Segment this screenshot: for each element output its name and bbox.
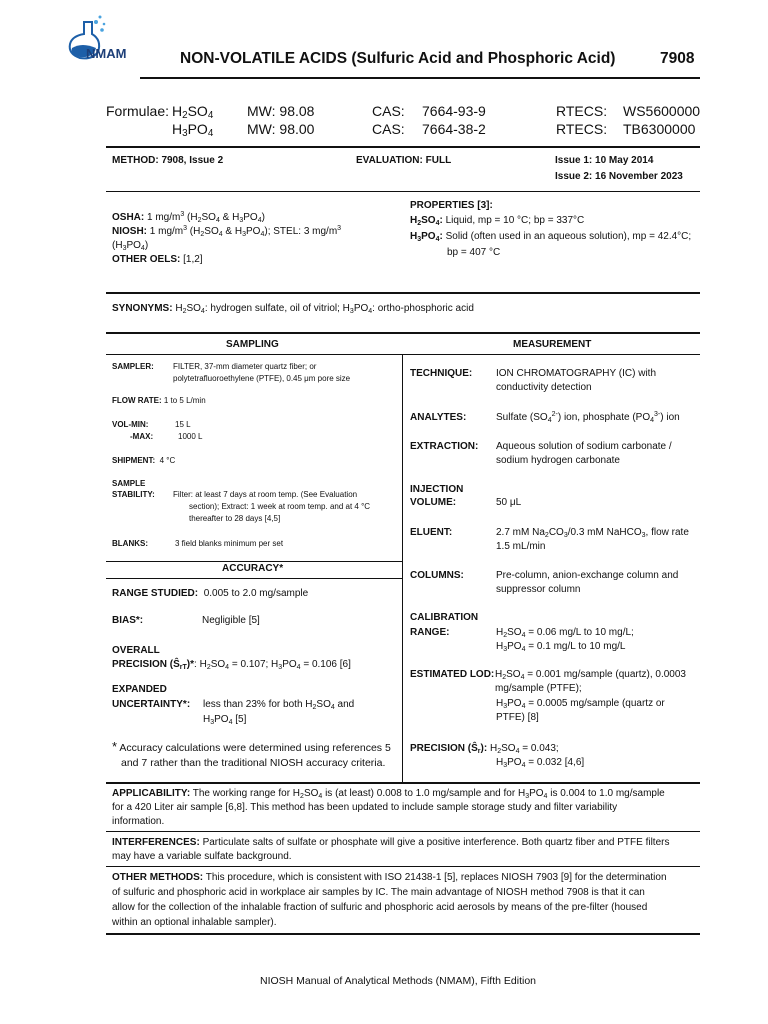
expanded-2: $H_3PO_4$ [5]	[203, 714, 247, 726]
other-methods-2: of sulfuric and phosphoric acid in workplace air samples by IC. The main advantage of NIOSH method 7908 is that it can	[112, 887, 645, 898]
evaluation: EVALUATION: FULL	[356, 155, 452, 166]
logo-text: NMAM	[86, 46, 127, 61]
prop-h3po4-cont: bp = 407 °C	[447, 247, 501, 258]
flow-rate: FLOW RATE: 1 to 5 L/min	[112, 396, 206, 405]
properties-label: PROPERTIES [3]:	[410, 200, 493, 211]
sampler-1: FILTER, 37-mm diameter quartz fiber; or	[173, 362, 317, 371]
injection: 50 μL	[496, 497, 522, 508]
eluent-2: 1.5 mL/min	[496, 541, 546, 552]
synonyms: SYNONYMS: $H_2SO_4$: hydrogen sulfate, oil of vitriol; $H_3PO_4$: ortho-phosphoric acid	[112, 303, 474, 315]
lod-4: PTFE) [8]	[496, 712, 539, 723]
rtecs-1: WS5600000	[623, 103, 701, 119]
expanded-label-2: UNCERTAINTY*:	[112, 699, 191, 710]
lod-label: ESTIMATED LOD:	[410, 669, 495, 680]
overall-label-1: OVERALL	[112, 645, 160, 656]
stability-1: Filter: at least 7 days at room temp. (See Evaluation	[173, 490, 358, 499]
stability-label-2: STABILITY:	[112, 490, 155, 499]
injection-label-2: VOLUME:	[410, 497, 457, 508]
formula-h2so4: $H_2SO_4$	[172, 103, 214, 121]
overall-precision: PRECISION $(Ŝ_{rT})*$: $H_2SO_4 = 0.107$; $H_3PO_4 = 0.106$ [6]	[112, 659, 351, 671]
columns-2: suppressor column	[496, 584, 581, 595]
precision: PRECISION $(Ŝ_r)$: $H_2SO_4 = 0.043$;	[410, 743, 559, 755]
measurement-heading: MEASUREMENT	[513, 339, 592, 350]
cas-label-2: CAS:	[372, 121, 405, 137]
accuracy-note-1: * Accuracy calculations were determined using references 5	[112, 739, 391, 754]
applicability-2: for a 420 Liter air sample [6,8]. This method has been updated to include sample storage study and filter variability	[112, 802, 618, 813]
other-oels: OTHER OELS: [1,2]	[112, 254, 203, 265]
cas-label-1: CAS:	[372, 103, 405, 119]
prop-h2so4: $H_2SO_4$: Liquid, mp = 10 °C; bp = 337°C	[410, 215, 585, 227]
title-rule	[140, 77, 700, 79]
lod-2: mg/sample (PTFE);	[495, 683, 582, 694]
expanded-1: less than 23% for both $H_2SO_4$ and	[203, 699, 355, 711]
range-studied: RANGE STUDIED: 0.005 to 2.0 mg/sample	[112, 588, 309, 599]
sampler-label: SAMPLER:	[112, 362, 154, 371]
technique-1: ION CHROMATOGRAPHY (IC) with	[496, 368, 657, 379]
issue-2: Issue 2: 16 November 2023	[555, 171, 683, 182]
sampling-heading: SAMPLING	[226, 339, 279, 350]
bias: Negligible [5]	[202, 615, 260, 626]
rule-3	[106, 292, 700, 294]
technique-2: conductivity detection	[496, 382, 592, 393]
calibration-label-2: RANGE:	[410, 627, 450, 638]
calibration-1: $H_2SO_4 = 0.06$ mg/L to 10 mg/L;	[496, 627, 634, 639]
cas-1: 7664-93-9	[422, 103, 486, 119]
prop-h3po4: $H_3PO_4$: Solid (often used in an aqueous solution), mp = 42.4°C;	[410, 231, 692, 243]
osha-limit: OSHA: 1 $mg/m^3$ ($H_2SO_4$ & $H_3PO_4$)	[112, 211, 265, 224]
footer: NIOSH Manual of Analytical Methods (NMAM), Fifth Edition	[259, 975, 536, 987]
issue-1: Issue 1: 10 May 2014	[555, 155, 654, 166]
stability-2: section); Extract: 1 week at room temp. and at 4 °C	[189, 502, 371, 511]
rtecs-label-2: RTECS:	[556, 121, 608, 137]
blanks: 3 field blanks minimum per set	[175, 539, 284, 548]
volmin-label: VOL-MIN:	[112, 420, 149, 429]
stability-3: thereafter to 28 days [4,5]	[189, 514, 281, 523]
bias-label: BIAS*:	[112, 615, 144, 626]
other-methods-1: OTHER METHODS: This procedure, which is consistent with ISO 21438-1 [5], replaces NIOSH 7903 [9] for the determination	[112, 872, 667, 883]
other-methods-3: allow for the collection of the inhalable fraction of sulfuric and phosphoric acid aerosols by means of the pre-filter (housed	[112, 902, 648, 913]
eluent-label: ELUENT:	[410, 527, 453, 538]
rule-1	[106, 146, 700, 148]
precision-2: $H_3PO_4 = 0.032$ [4,6]	[496, 757, 585, 769]
volmax: 1000 L	[178, 432, 203, 441]
analytes-label: ANALYTES:	[410, 412, 467, 423]
rule-7	[106, 831, 700, 832]
extraction-1: Aqueous solution of sodium carbonate /	[496, 441, 672, 452]
formula-h3po4: $H_3PO_4$	[172, 121, 214, 139]
shipment: SHIPMENT: 4 °C	[112, 456, 176, 465]
niosh-limit: NIOSH: 1 $mg/m^3$ ($H_2SO_4$ & $H_3PO_4$); STEL: 3 $mg/m^3$	[112, 225, 342, 238]
rule-9	[106, 933, 700, 935]
columns-1: Pre-column, anion-exchange column and	[496, 570, 679, 581]
column-divider	[402, 354, 403, 782]
accuracy-rule-top	[106, 561, 402, 562]
extraction-label: EXTRACTION:	[410, 441, 479, 452]
rule-5	[106, 354, 700, 355]
rule-8	[106, 866, 700, 867]
method-number: 7908	[660, 50, 695, 67]
rule-4	[106, 332, 700, 334]
blanks-label: BLANKS:	[112, 539, 148, 548]
accuracy-rule-bottom	[106, 578, 402, 579]
lod-3: $H_3PO_4 = 0.0005$ mg/sample (quartz or	[496, 698, 665, 710]
accuracy-heading: ACCURACY*	[222, 563, 284, 574]
extraction-2: sodium hydrogen carbonate	[496, 455, 620, 466]
calibration-label-1: CALIBRATION	[410, 612, 479, 623]
interferences-2: may have a variable sulfate background.	[112, 851, 292, 862]
other-methods-4: within an optional inhalable sampler).	[112, 917, 277, 928]
mw-1: MW: 98.08	[247, 103, 315, 119]
accuracy-note-2: and 7 rather than the traditional NIOSH accuracy criteria.	[121, 757, 386, 769]
technique-label: TECHNIQUE:	[410, 368, 473, 379]
rule-2	[106, 191, 700, 192]
expanded-label-1: EXPANDED	[112, 684, 167, 695]
nmam-logo	[62, 12, 142, 62]
eluent-1: 2.7 mM $Na_2CO_3/0.3$ mM NaHCO$_3$, flow rate	[496, 527, 689, 539]
cas-2: 7664-38-2	[422, 121, 486, 137]
volmin: 15 L	[175, 420, 191, 429]
mw-2: MW: 98.00	[247, 121, 315, 137]
calibration-2: $H_3PO_4 = 0.1$ mg/L to 10 mg/L	[496, 641, 626, 653]
rtecs-label-1: RTECS:	[556, 103, 608, 119]
columns-label: COLUMNS:	[410, 570, 464, 581]
volmax-label: -MAX:	[130, 432, 154, 441]
niosh-limit-cont: $(H_3PO_4)$	[112, 240, 149, 252]
applicability-1: APPLICABILITY: The working range for $H_2SO_4$ is (at least) 0.008 to 1.0 mg/sample and for $H_3PO_4$ is 0.004 to 1.0 mg/sample	[112, 788, 665, 800]
interferences-1: INTERFERENCES: Particulate salts of sulfate or phosphate will give a positive interference. Both quartz fiber and PTFE filters	[112, 837, 670, 848]
analytes: Sulfate $(SO_4^{2-})$ ion, phosphate $(PO_4^{3-})$ ion	[496, 411, 680, 424]
sampler-2: polytetrafluoroethylene (PTFE), 0.45 μm pore size	[173, 374, 351, 383]
rule-6	[106, 782, 700, 784]
injection-label-1: INJECTION	[410, 484, 464, 495]
rtecs-2: TB6300000	[623, 121, 696, 137]
method-id: METHOD: 7908, Issue 2	[112, 155, 224, 166]
lod-1: $H_2SO_4 = 0.001$ mg/sample (quartz), 0.0003	[495, 669, 686, 681]
page-title: NON-VOLATILE ACIDS (Sulfuric Acid and Phosphoric Acid)	[180, 50, 616, 67]
formula-label: Formulae:	[106, 103, 170, 119]
applicability-3: information.	[112, 816, 165, 827]
stability-label-1: SAMPLE	[112, 479, 146, 488]
